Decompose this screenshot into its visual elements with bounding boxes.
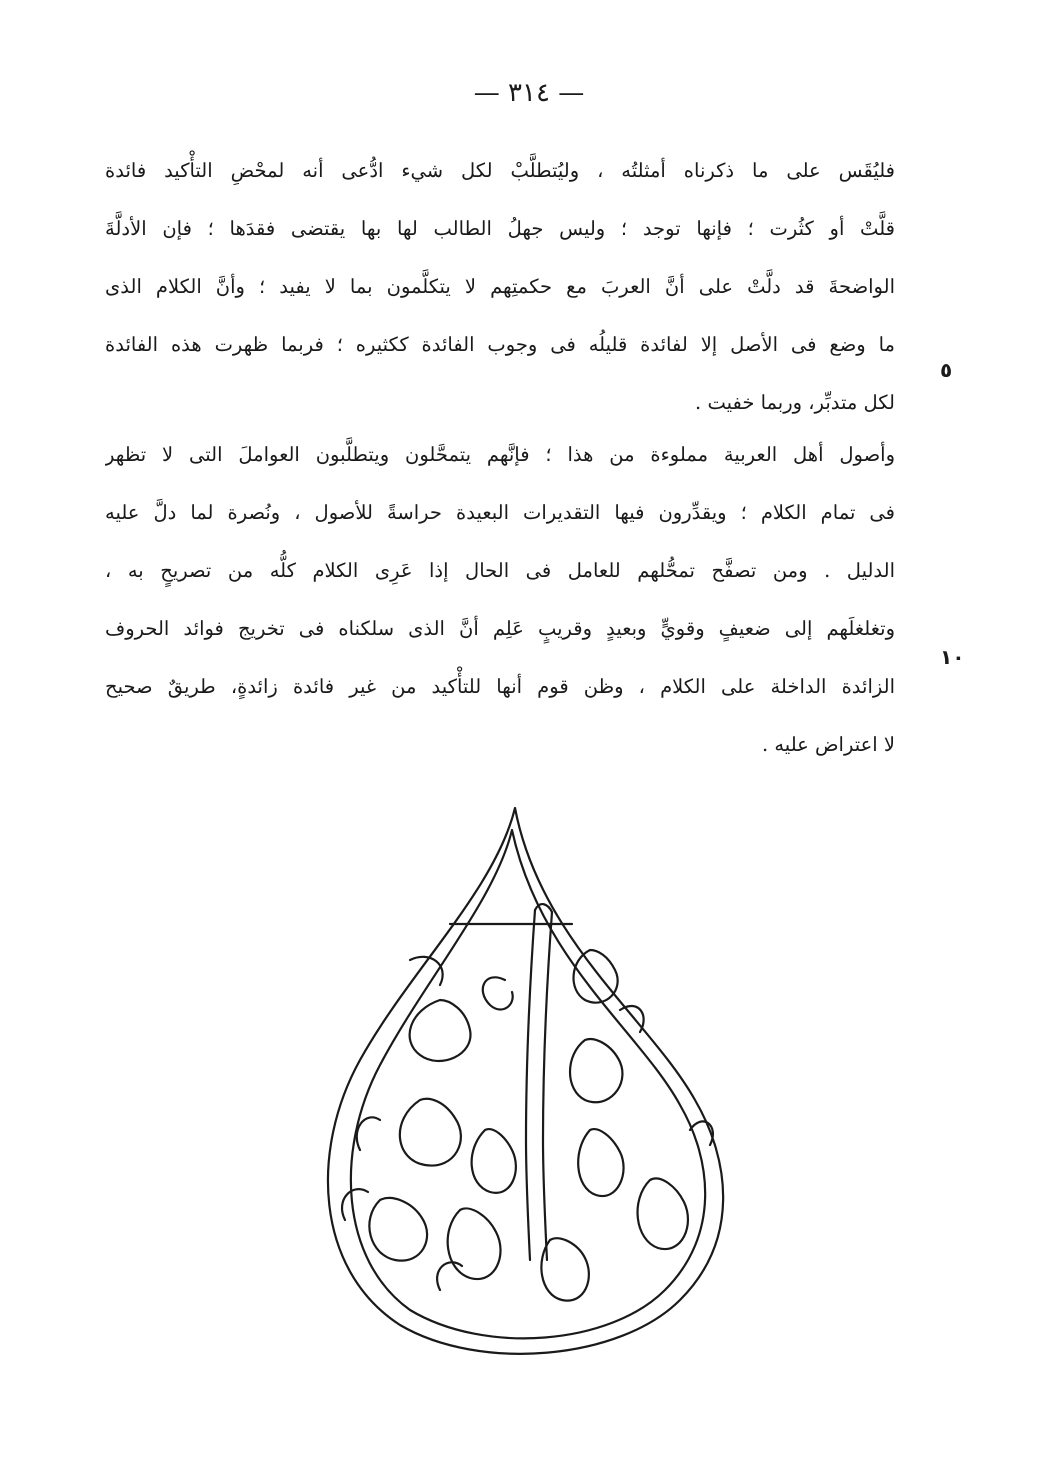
line-number-5: ٥ <box>940 358 953 382</box>
paragraph-2 <box>105 426 895 774</box>
text-line: قلَّتْ أو كثُرت ؛ فإنها توجد ؛ وليس جهلُ الطالب لها بها يقتضى فقدَها ؛ فإن الأدلَّةَ <box>105 217 895 240</box>
paragraph-1 <box>105 142 895 432</box>
text-line: ما وضع فى الأصل إلا لفائدة قليلُه فى وجوب الفائدة ككثيره ؛ فربما ظهرت هذه الفائدة <box>105 333 895 356</box>
text-line: وأصول أهل العربية مملوءة من هذا ؛ فإنَّهم يتمحَّلون ويتطلَّبون العواملَ التى لا تظهر <box>105 443 895 466</box>
text-line: لكل متدبِّر، وربما خفيت . <box>695 391 895 414</box>
text-line: فى تمام الكلام ؛ ويقدِّرون فيها التقديرات البعيدة حراسةً للأصول ، ونُصرة لما دلَّ عليه <box>105 501 895 524</box>
text-line: الدليل . ومن تصفَّح تمحُّلهم للعامل فى الحال إذا عَرِى الكلام كلُّه من تصريحٍ به ، <box>105 559 895 582</box>
text-line: وتغلغلَهم إلى ضعيفٍ وقويٍّ وبعيدٍ وقريبٍ عَلِم أنَّ الذى سلكناه فى تخريج فوائد الحروف <box>105 617 895 640</box>
text-line: لا اعتراض عليه . <box>761 733 895 756</box>
text-line: فليُقَس على ما ذكرناه أمثلتُه ، وليُتطلَّبْ لكل شيء ادُّعى أنه لمحْضِ التأْكيد فائدة <box>105 159 895 182</box>
text-line: الزائدة الداخلة على الكلام ، وظن قوم أنها للتأْكيد من غير فائدة زائدةٍ، طريقٌ صحيح <box>105 675 895 698</box>
line-number-10: ١٠ <box>940 645 965 669</box>
text-line: الواضحةَ قد دلَّتْ على أنَّ العربَ مع حكمتِهم لا يتكلَّمون بما لا يفيد ؛ وأنَّ الكلام الذى <box>105 275 895 298</box>
page-number: — ٣١٤ — <box>473 78 585 108</box>
calligraphic-teardrop-ornament-icon <box>290 800 750 1360</box>
